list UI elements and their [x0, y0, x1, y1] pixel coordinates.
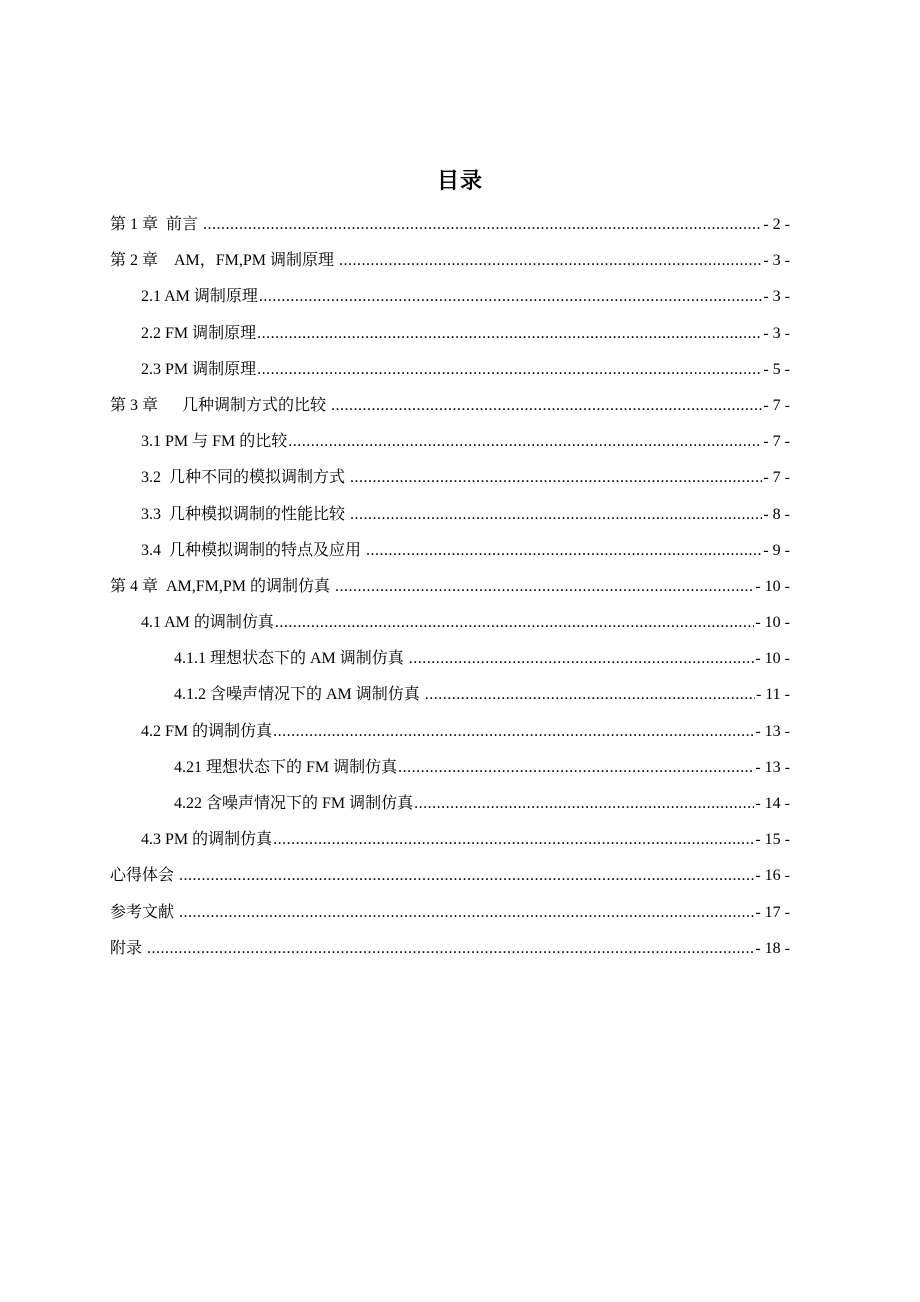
toc-entry-text: 3.3 几种模拟调制的性能比较	[141, 505, 350, 523]
toc-dot-leader	[179, 895, 754, 931]
toc-entry-text: 4.21 理想状态下的 FM 调制仿真	[174, 758, 398, 776]
toc-entry[interactable]	[110, 677, 790, 713]
toc-entry-text: 参考文献	[110, 903, 179, 921]
toc-entry-text: 3.1 PM 与 FM 的比较	[141, 433, 288, 451]
toc-entry-text: 第 1 章 前言	[110, 216, 203, 233]
toc-dot-leader	[398, 750, 754, 786]
toc-dot-leader	[414, 786, 754, 822]
toc-dot-leader	[425, 677, 755, 713]
toc-entry[interactable]	[110, 424, 790, 460]
toc-entry-page: - 9 -	[763, 541, 790, 559]
toc-entry[interactable]	[110, 279, 790, 315]
toc-entry[interactable]	[110, 497, 790, 533]
toc-dot-leader	[257, 316, 762, 352]
toc-entry[interactable]	[110, 786, 790, 822]
toc-entry-text: 第 3 章 几种调制方式的比较	[110, 396, 331, 414]
toc-entry-page: - 3 -	[763, 324, 790, 342]
toc-entry[interactable]	[110, 243, 790, 279]
toc-entry-text: 附录	[110, 939, 147, 957]
toc-dot-leader	[273, 714, 754, 750]
toc-entry[interactable]	[110, 714, 790, 750]
toc-dot-leader	[257, 352, 762, 388]
toc-dot-leader	[147, 931, 754, 967]
toc-entry-page: - 7 -	[763, 469, 790, 487]
toc-entry-text: 3.4 几种模拟调制的特点及应用	[141, 541, 366, 559]
toc-entry-page: - 11 -	[755, 686, 790, 704]
toc-title: 目录	[436, 169, 483, 194]
toc-entry-page: - 13 -	[755, 722, 790, 740]
toc-entry-text: 3.2 几种不同的模拟调制方式	[141, 469, 350, 487]
toc-entry[interactable]	[110, 858, 790, 894]
toc-entry-page: - 3 -	[763, 288, 790, 306]
toc-entry-text: 4.1.1 理想状态下的 AM 调制仿真	[174, 650, 408, 668]
toc-dot-leader	[273, 822, 754, 858]
toc-entry-page: - 10 -	[755, 650, 790, 668]
toc-entry[interactable]	[110, 352, 790, 388]
toc-dot-leader	[335, 569, 754, 605]
toc-entry-text: 4.1 AM 的调制仿真	[141, 614, 274, 632]
toc-entry-text: 心得体会	[110, 867, 179, 885]
toc-entry-text: 2.2 FM 调制原理	[141, 324, 257, 342]
toc-dot-leader	[350, 497, 762, 533]
toc-entry[interactable]	[110, 605, 790, 641]
toc-entry[interactable]	[110, 460, 790, 496]
toc-entry-page: - 5 -	[763, 360, 790, 378]
toc-entry-text: 2.3 PM 调制原理	[141, 360, 257, 378]
toc-entry-text: 4.2 FM 的调制仿真	[141, 722, 273, 740]
toc-dot-leader	[331, 388, 762, 424]
toc-dot-leader	[259, 279, 762, 315]
toc-entry[interactable]	[110, 316, 790, 352]
toc-entry[interactable]	[110, 895, 790, 931]
toc-entry[interactable]	[110, 822, 790, 858]
toc-entry[interactable]	[110, 533, 790, 569]
toc-dot-leader	[275, 605, 754, 641]
toc-entry-text: 4.1.2 含噪声情况下的 AM 调制仿真	[174, 686, 424, 704]
toc-entry-text: 第 2 章 AM，FM,PM 调制原理	[110, 252, 339, 270]
toc-list	[110, 207, 790, 967]
toc-entry-page: - 17 -	[755, 903, 790, 921]
toc-entry-page: - 10 -	[755, 577, 790, 595]
toc-entry-page: - 18 -	[755, 939, 790, 957]
toc-dot-leader	[203, 207, 762, 243]
toc-entry-page: - 13 -	[755, 758, 790, 776]
toc-entry-page: - 2 -	[763, 216, 790, 233]
toc-entry[interactable]	[110, 750, 790, 786]
toc-entry[interactable]	[110, 388, 790, 424]
toc-entry-text: 4.3 PM 的调制仿真	[141, 831, 273, 849]
toc-entry[interactable]	[110, 207, 790, 243]
toc-entry-page: - 3 -	[763, 252, 790, 270]
toc-dot-leader	[179, 858, 754, 894]
toc-entry-page: - 7 -	[763, 396, 790, 414]
toc-entry-text: 2.1 AM 调制原理	[141, 288, 258, 306]
toc-dot-leader	[288, 424, 762, 460]
toc-entry[interactable]	[110, 931, 790, 967]
toc-entry[interactable]	[110, 641, 790, 677]
toc-entry-page: - 8 -	[763, 505, 790, 523]
toc-entry-page: - 15 -	[755, 831, 790, 849]
toc-entry-page: - 10 -	[755, 614, 790, 632]
toc-entry-page: - 14 -	[755, 795, 790, 812]
toc-dot-leader	[409, 641, 755, 677]
toc-entry-text: 4.22 含噪声情况下的 FM 调制仿真	[174, 795, 414, 812]
toc-entry-page: - 16 -	[755, 867, 790, 885]
toc-dot-leader	[339, 243, 762, 279]
toc-entry[interactable]	[110, 569, 790, 605]
toc-dot-leader	[350, 460, 762, 496]
toc-dot-leader	[366, 533, 762, 569]
toc-entry-page: - 7 -	[763, 433, 790, 451]
toc-entry-text: 第 4 章 AM,FM,PM 的调制仿真	[110, 577, 335, 595]
